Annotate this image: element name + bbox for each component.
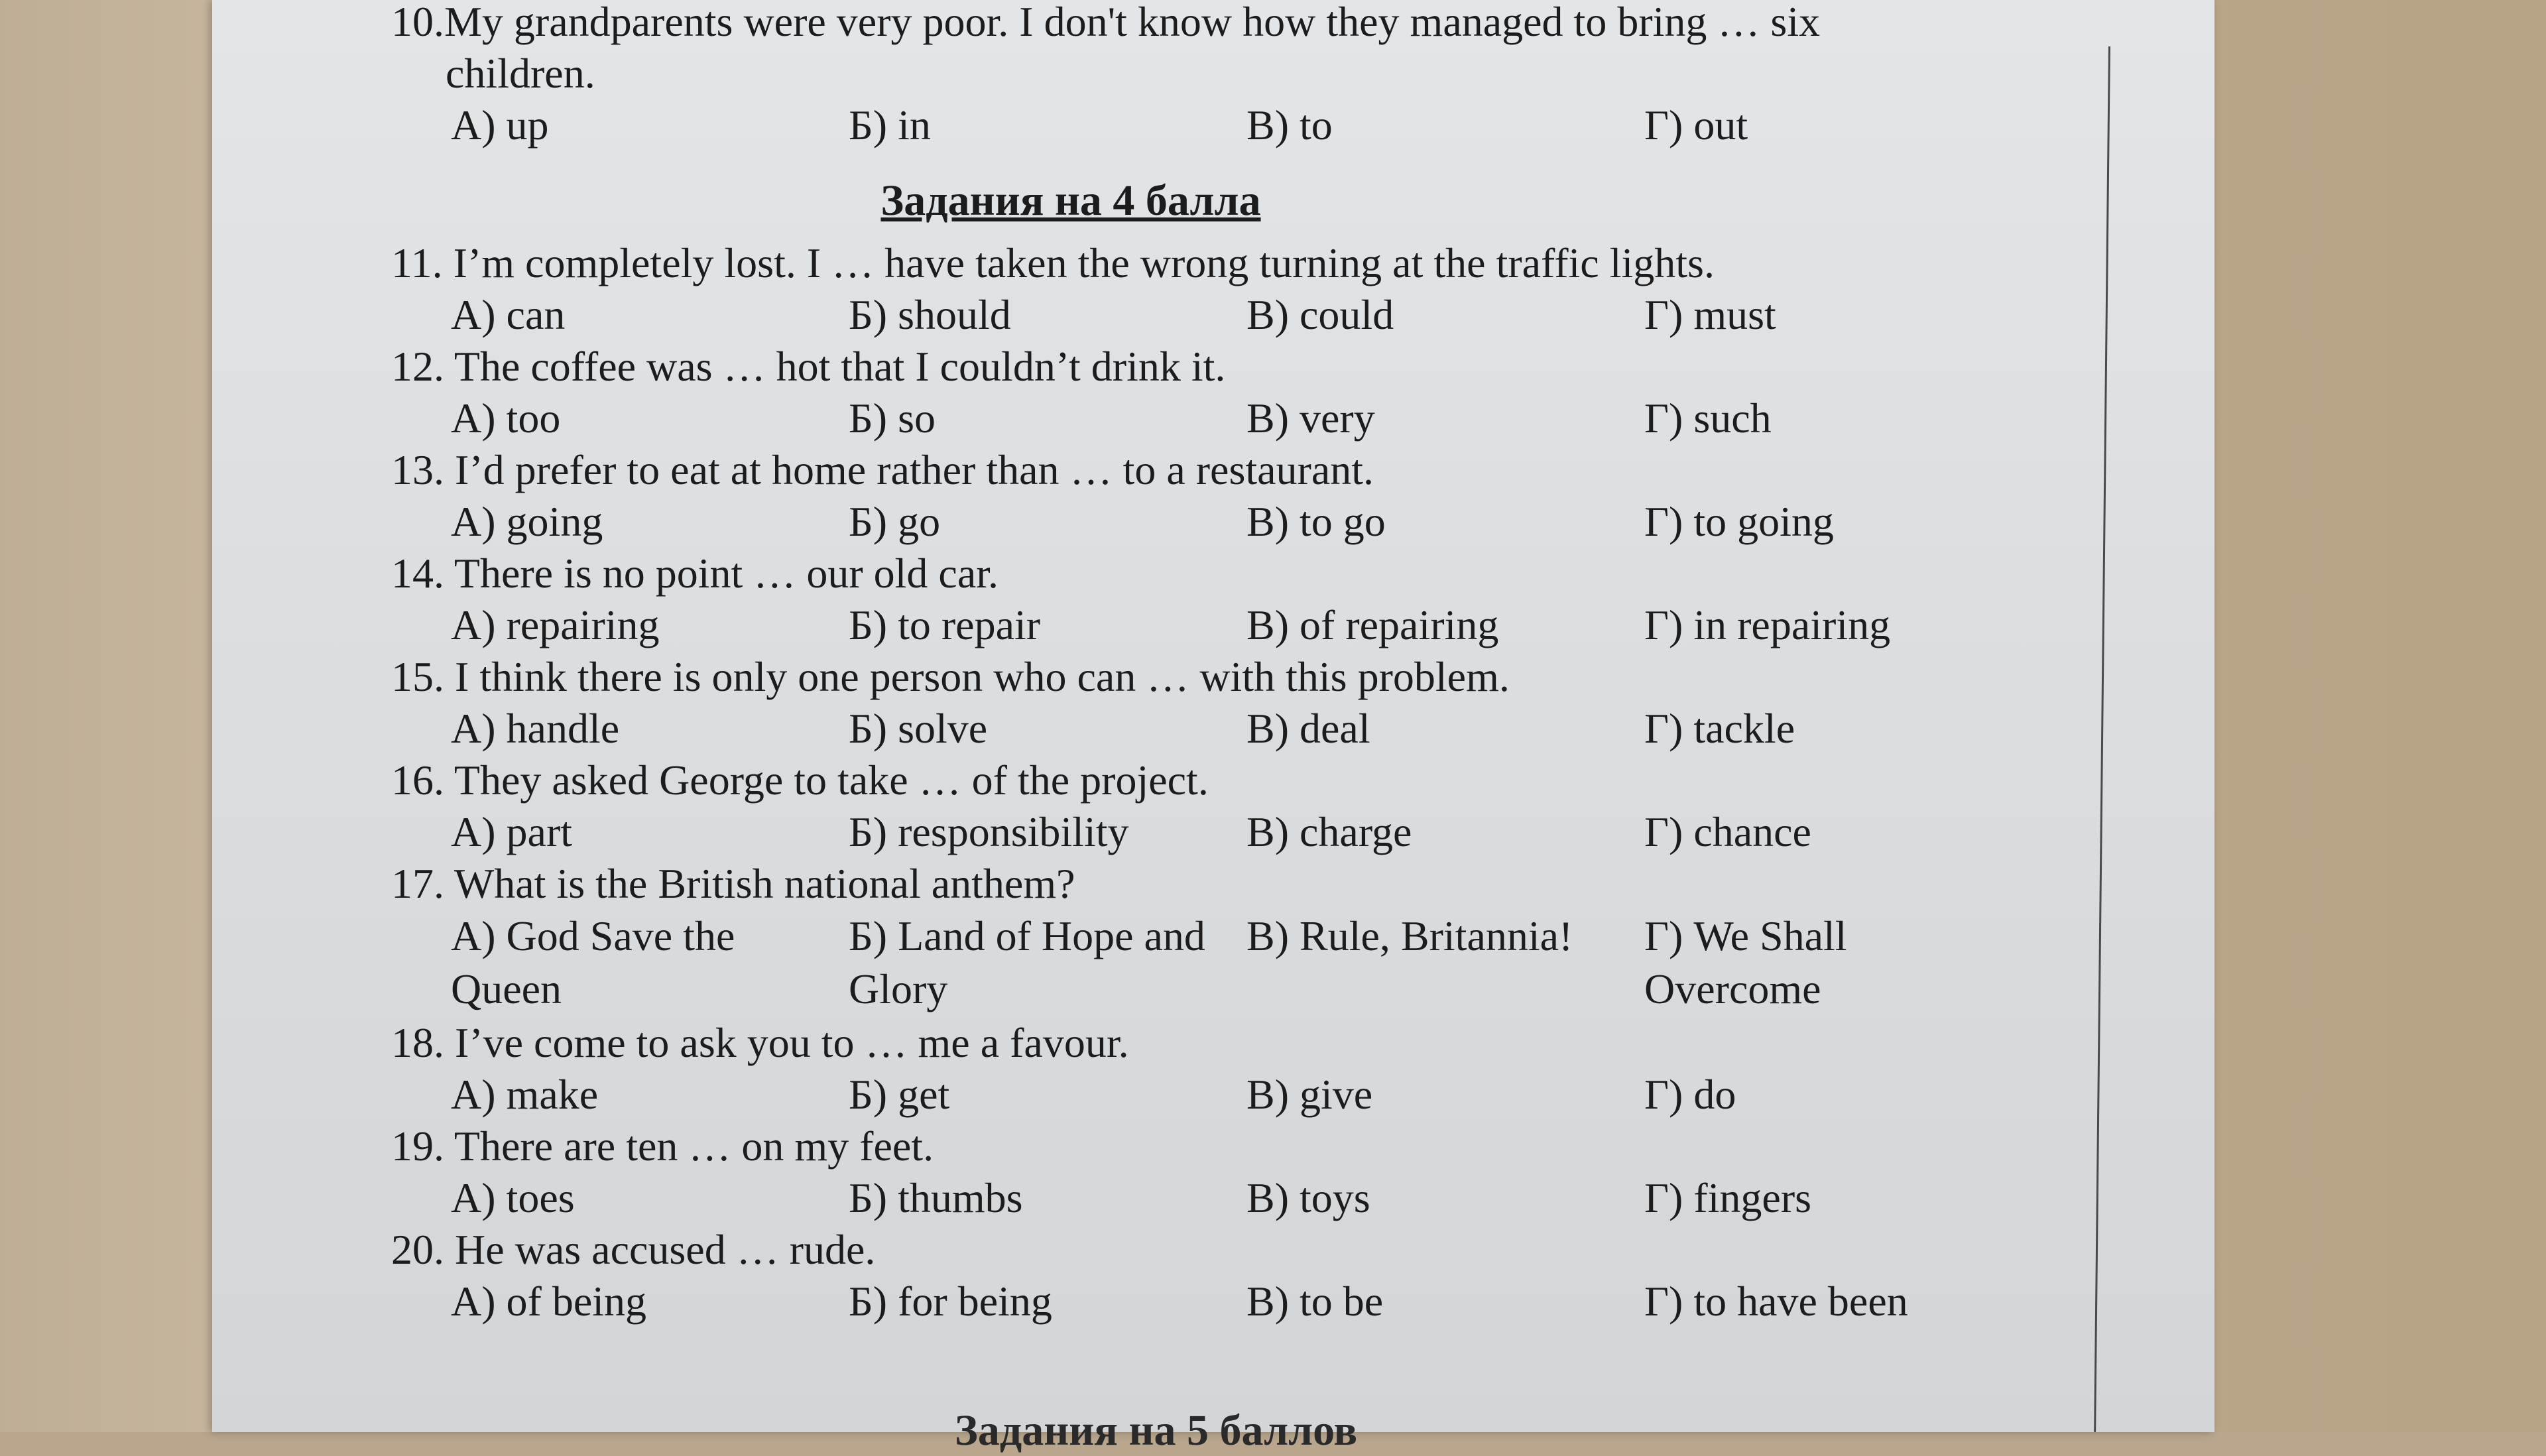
question-20-text: 20. He was accused … rude.: [391, 1226, 876, 1273]
option-b: Б) should: [849, 291, 1011, 338]
question-10-line-1: 10.My grandparents were very poor. I don't know how they managed to bring … six: [391, 0, 1821, 45]
option-c: В) to be: [1246, 1278, 1384, 1325]
question-14-text: 14. There is no point … our old car.: [391, 550, 999, 597]
worksheet-content: [391, 0, 2115, 1327]
option-a: А) up: [451, 101, 549, 149]
option-a: А) too: [451, 394, 561, 442]
worksheet-page: [212, 0, 2214, 1455]
option-d: Г) to have been: [1644, 1278, 1908, 1325]
question-10-text: [391, 0, 2115, 48]
option-d: Г) fingers: [1644, 1174, 1812, 1221]
question-19-options: [391, 1172, 2115, 1224]
question-17-options: [391, 910, 2115, 1017]
question-10-line-2: children.: [446, 50, 595, 97]
section-heading: Задания на 4 балла: [880, 176, 1261, 225]
question-19-text: 19. There are ten … on my feet.: [391, 1122, 934, 1170]
question-12-text: 12. The coffee was … hot that I couldn’t drink it.: [391, 343, 1226, 390]
option-d: Г) tackle: [1644, 705, 1795, 752]
option-b: Б) Land of Hope and Glory: [849, 912, 1205, 1012]
question-18-text: 18. I’ve come to ask you to … me a favour.: [391, 1019, 1129, 1066]
question-20-options: [391, 1276, 2115, 1327]
question-15-options: [391, 703, 2115, 755]
question-16-text: 16. They asked George to take … of the project.: [391, 757, 1209, 804]
option-d: Г) out: [1644, 101, 1748, 149]
question-17-text: 17. What is the British national anthem?: [391, 860, 1075, 907]
option-a: А) God Save the Queen: [451, 912, 735, 1012]
option-c: В) to: [1246, 101, 1333, 149]
option-b: Б) solve: [849, 705, 988, 752]
option-c: В) toys: [1246, 1174, 1370, 1221]
option-c: В) of repairing: [1246, 601, 1499, 648]
option-d: Г) chance: [1644, 808, 1811, 855]
option-b: Б) so: [849, 394, 936, 442]
option-b: Б) in: [849, 101, 931, 149]
option-a: А) repairing: [451, 601, 660, 648]
question-14-options: [391, 599, 2115, 651]
option-a: А) handle: [451, 705, 620, 752]
option-a: А) make: [451, 1071, 599, 1118]
question-13-options: [391, 496, 2115, 548]
option-d: Г) must: [1644, 291, 1776, 338]
option-b: Б) get: [849, 1071, 950, 1118]
option-d: Г) to going: [1644, 498, 1834, 545]
option-a: А) can: [451, 291, 566, 338]
question-11-text: 11. I’m completely lost. I … have taken the wrong turning at the traffic lights.: [391, 239, 1715, 286]
option-a: А) toes: [451, 1174, 575, 1221]
question-10-text-cont: [391, 48, 2115, 99]
option-b: Б) responsibility: [849, 808, 1129, 855]
option-d: Г) We Shall Overcome: [1644, 912, 1847, 1012]
question-13-text: 13. I’d prefer to eat at home rather than … to a restaurant.: [391, 446, 1374, 493]
option-a: А) part: [451, 808, 573, 855]
option-c: В) Rule, Britannia!: [1246, 912, 1573, 959]
option-b: Б) thumbs: [849, 1174, 1023, 1221]
option-a: А) going: [451, 498, 603, 545]
question-18-options: [391, 1069, 2115, 1121]
option-b: Б) for being: [849, 1278, 1052, 1325]
option-b: Б) go: [849, 498, 941, 545]
question-15-text: 15. I think there is only one person who can … with this problem.: [391, 653, 1510, 700]
option-c: В) give: [1246, 1071, 1373, 1118]
next-section-heading: Задания на 5 баллов: [955, 1406, 1358, 1455]
option-c: В) to go: [1246, 498, 1386, 545]
question-16-options: [391, 806, 2115, 858]
option-b: Б) to repair: [849, 601, 1041, 648]
option-c: В) charge: [1246, 808, 1412, 855]
option-c: В) deal: [1246, 705, 1370, 752]
option-d: Г) in repairing: [1644, 601, 1891, 648]
option-d: Г) such: [1644, 394, 1772, 442]
question-10-options: [391, 99, 2115, 151]
option-c: В) very: [1246, 394, 1375, 442]
option-c: В) could: [1246, 291, 1394, 338]
option-a: А) of being: [451, 1278, 647, 1325]
question-12-options: [391, 393, 2115, 444]
option-d: Г) do: [1644, 1071, 1736, 1118]
question-11-options: [391, 289, 2115, 341]
